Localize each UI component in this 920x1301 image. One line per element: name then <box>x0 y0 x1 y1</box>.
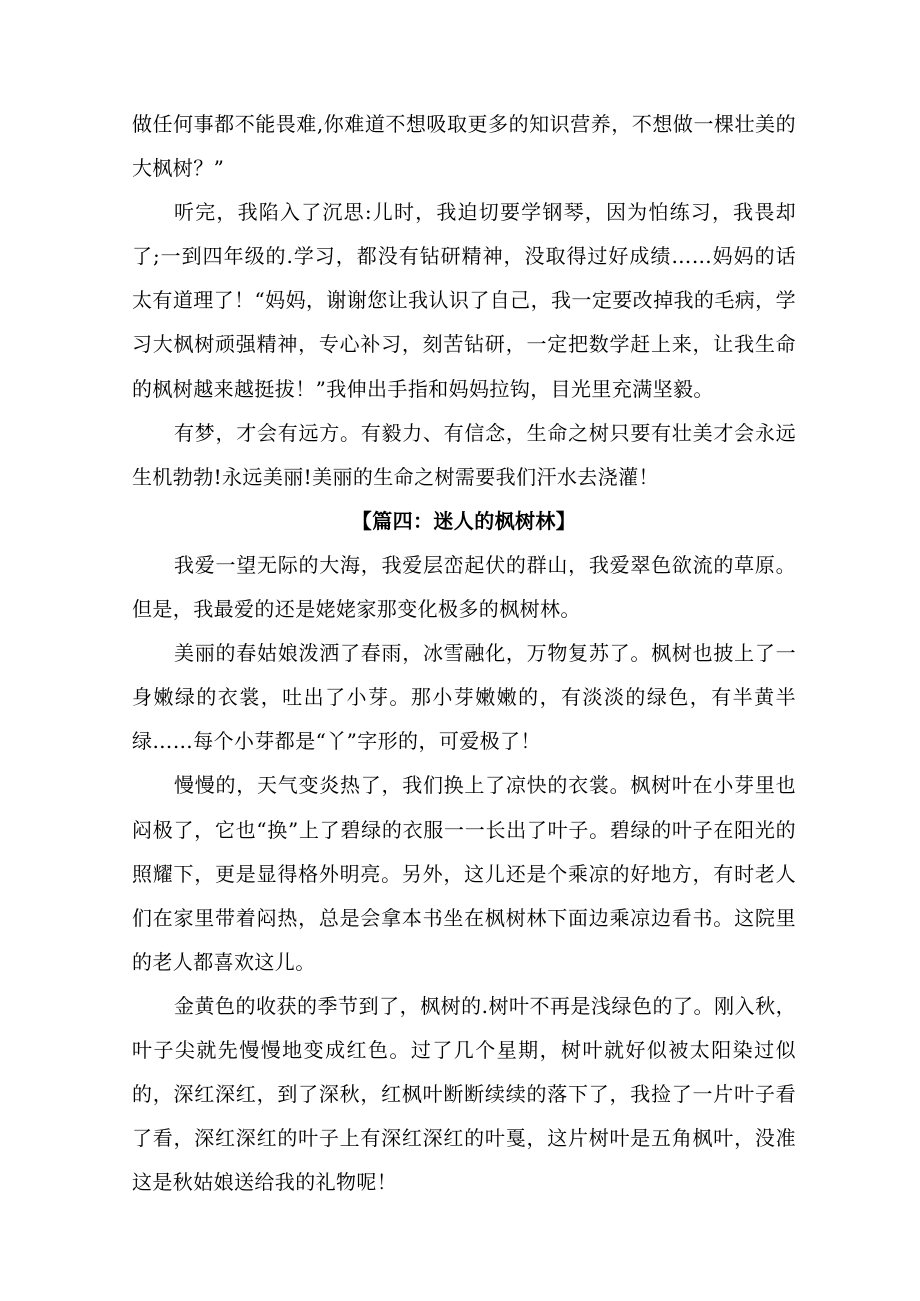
paragraph-intro: 我爱一望无际的大海，我爱层峦起伏的群山，我爱翠色欲流的草原。但是，我最爱的还是姥姥家那变化极多的枫树林。 <box>132 552 796 622</box>
section-heading: 【篇四：迷人的枫树林】 <box>351 508 577 533</box>
paragraph-continuation: 做任何事都不能畏难,你难道不想吸取更多的知识营养，不想做一棵壮美的大枫树？” <box>132 112 796 181</box>
document-body <box>132 102 796 1204</box>
paragraph-reflection: 听完，我陷入了沉思:儿时，我迫切要学钢琴，因为怕练习，我畏却了;一到四年级的.学习，都没有钻研精神，没取得过好成绩……妈妈的话太有道理了！“妈妈，谢谢您让我认识了自己，我一定要改掉我的毛病，学习大枫树顽强精神，专心补习，刻苦钻研，一定把数学赶上来，让我生命的枫树越来越挺拔！”我伸出手指和妈妈拉钩，目光里充满坚毅。 <box>132 200 796 401</box>
paragraph-summer: 慢慢的，天气变炎热了，我们换上了凉快的衣裳。枫树叶在小芽里也闷极了，它也“换”上了碧绿的衣服一一长出了叶子。碧绿的叶子在阳光的照耀下，更是显得格外明亮。另外，这儿还是个乘凉的好地方，有时老人们在家里带着闷热，总是会拿本书坐在枫树林下面边乘凉边看书。这院里的老人都喜欢这儿。 <box>132 773 796 974</box>
paragraph-conclusion: 有梦，才会有远方。有毅力、有信念，生命之树只要有壮美才会永远生机勃勃!永远美丽!美丽的生命之树需要我们汗水去浇灌！ <box>132 420 796 489</box>
paragraph-autumn: 金黄色的收获的季节到了，枫树的.树叶不再是浅绿色的了。刚入秋，叶子尖就先慢慢地变成红色。过了几个星期，树叶就好似被太阳染过似的，深红深红，到了深秋，红枫叶断断续续的落下了，我捡了一片叶子看了看，深红深红的叶子上有深红深红的叶戛，这片树叶是五角枫叶，没准这是秋姑娘送给我的礼物呢！ <box>132 993 796 1195</box>
paragraph-spring: 美丽的春姑娘泼洒了春雨，冰雪融化，万物复苏了。枫树也披上了一身嫩绿的衣裳，吐出了小芽。那小芽嫩嫩的，有淡淡的绿色，有半黄半绿……每个小芽都是“丫”字形的，可爱极了！ <box>132 641 796 754</box>
